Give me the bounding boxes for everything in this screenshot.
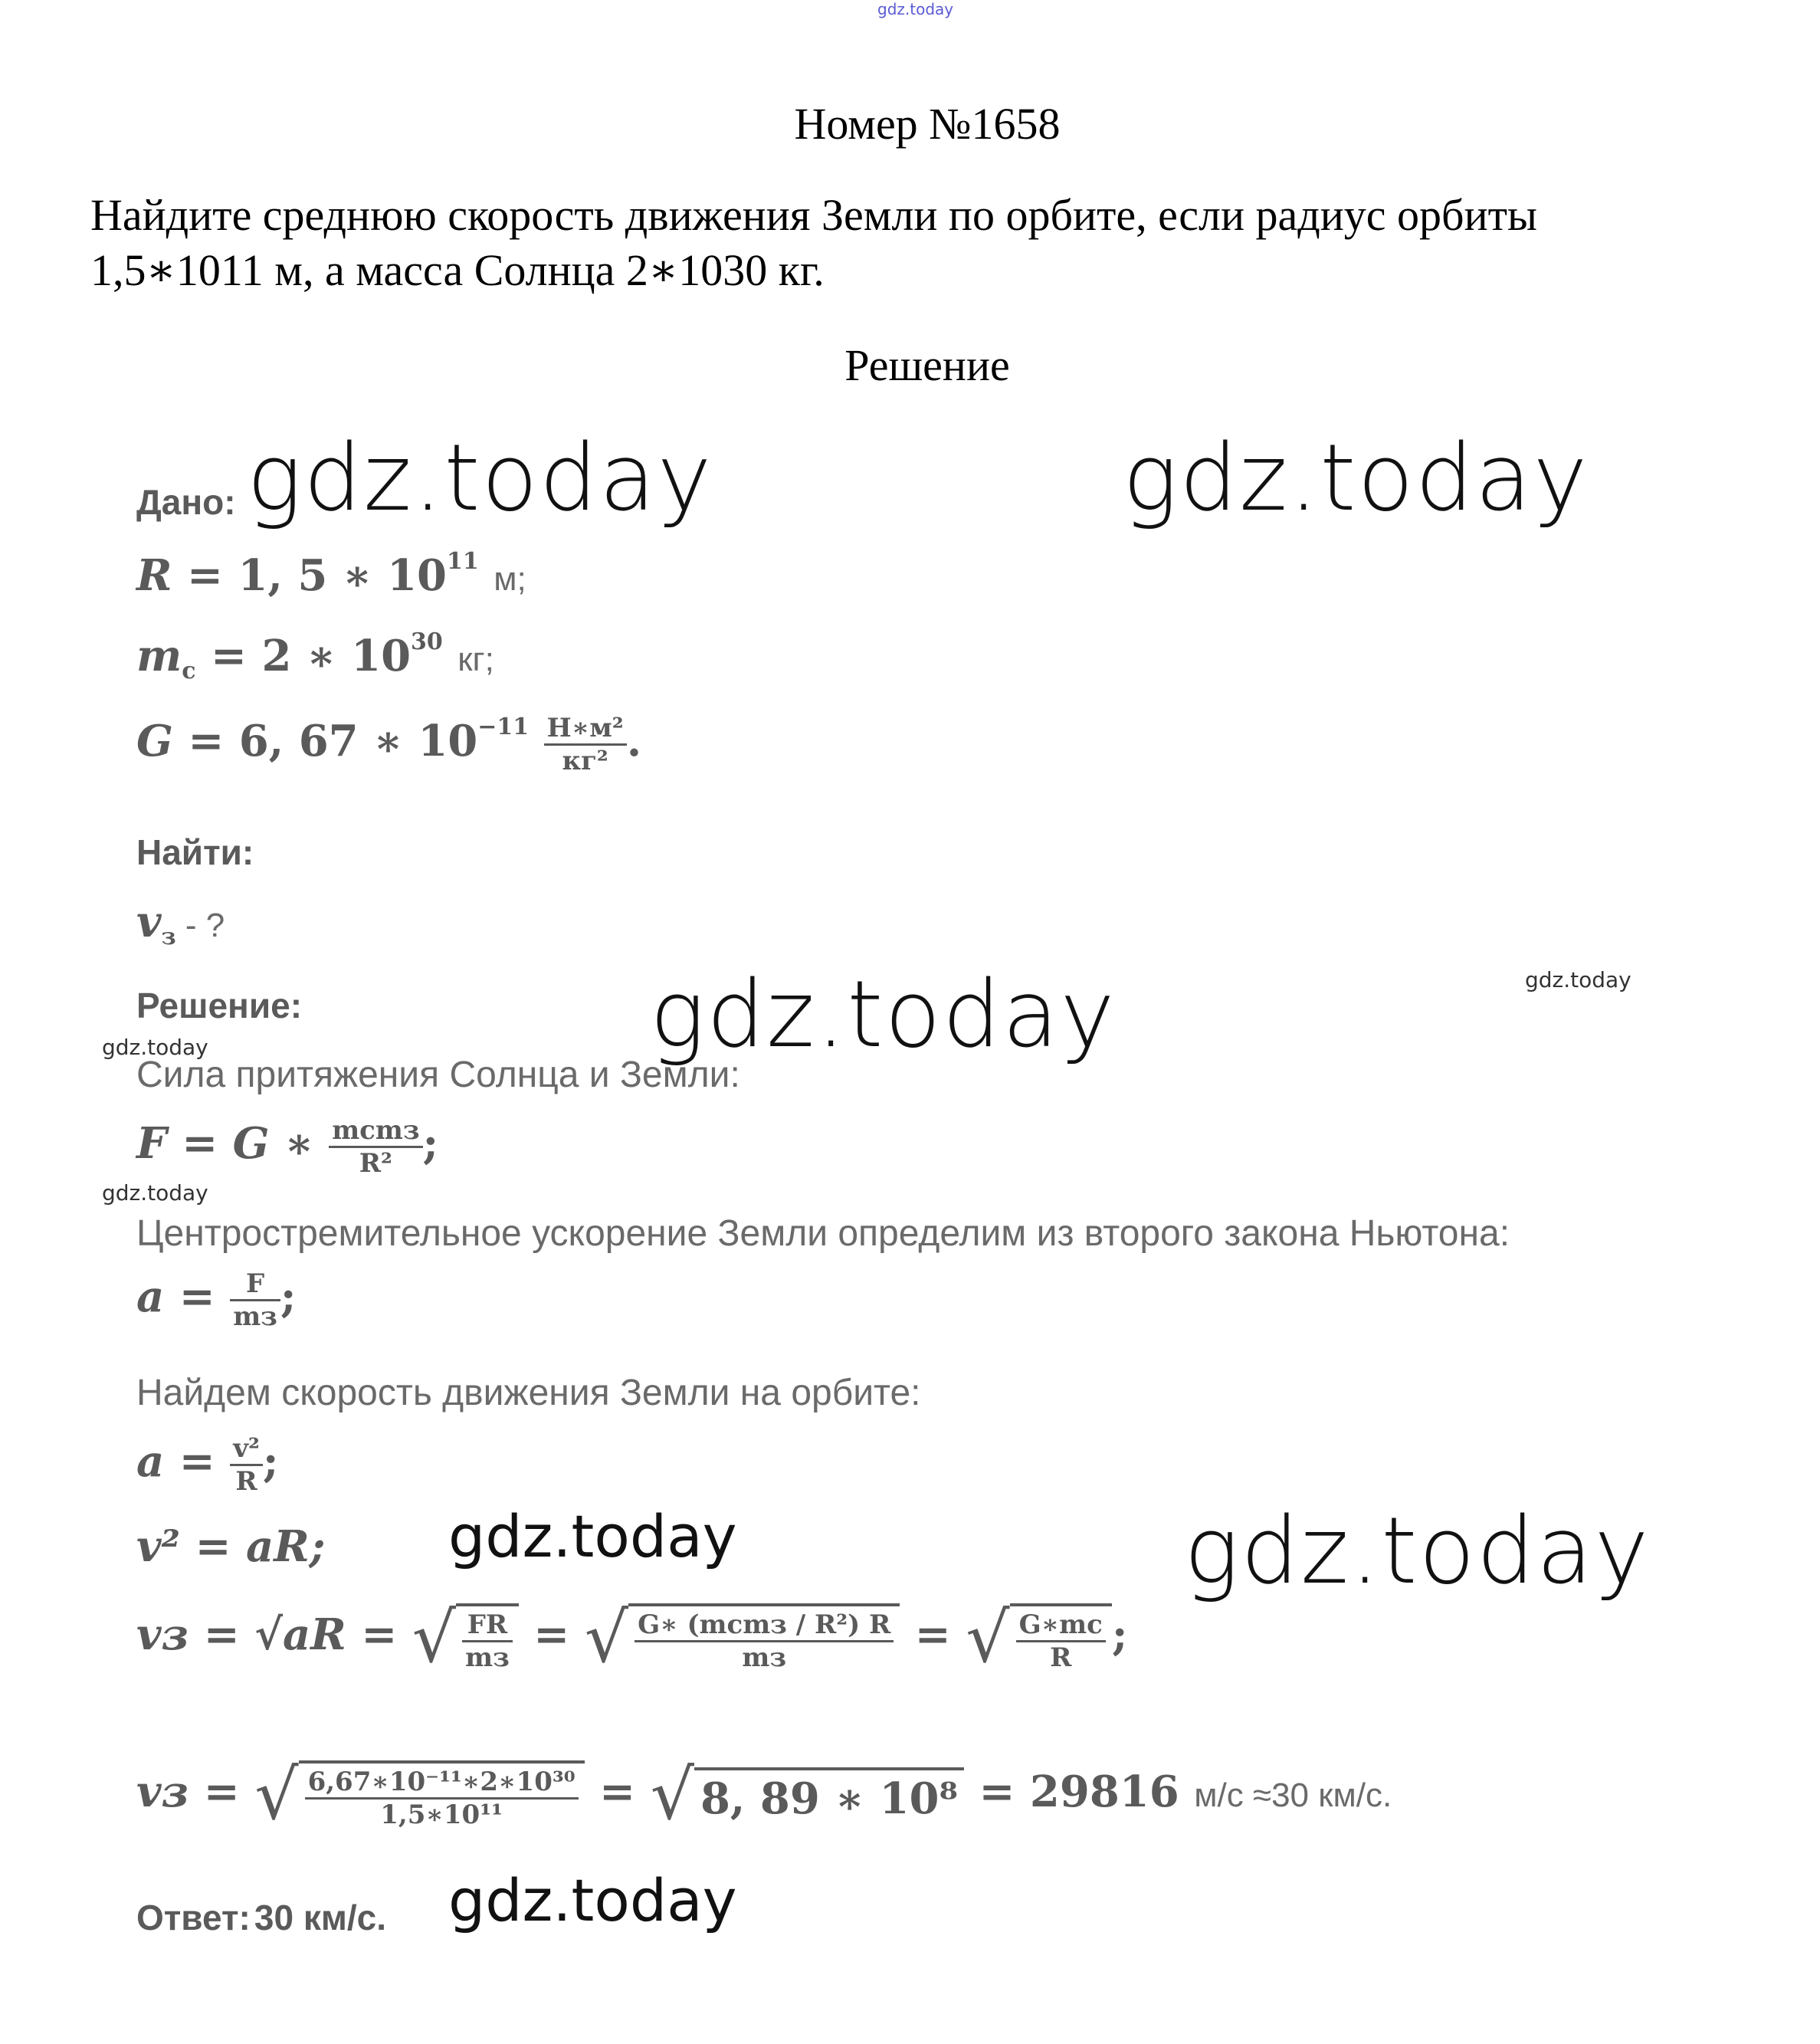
watermark: gdz.today [448, 1502, 737, 1570]
v-squared-formula: v² = aR; [136, 1521, 326, 1572]
accel-formula: a = $\frac{F}{mз}$ ; [136, 1268, 297, 1332]
watermark: gdz.today [1123, 425, 1589, 532]
centripetal-formula: a = $\frac{\text{v²}}{R}$ ; [136, 1433, 279, 1497]
given-label: Дано: [136, 482, 236, 522]
solution-heading: Решение [844, 340, 1010, 390]
watermark: gdz.today [650, 962, 1117, 1068]
force-text: Сила притяжения Солнца и Земли: [136, 1055, 740, 1095]
answer-line: Ответ: 30 км/с. [136, 1898, 387, 1937]
accel-text: Центростремительное ускорение Земли определим из второго закона Ньютона: [136, 1213, 1510, 1254]
velocity-calculation: vз = √ $\frac{\text{6,67∗10⁻¹¹∗2∗10³⁰}}{\text{1,5∗10¹¹}}$ = √ 8, 89 ∗ 10⁸ = 29816 м/с ≈30 км/с. [136, 1755, 1392, 1836]
watermark: gdz.today [1184, 1498, 1651, 1605]
top-watermark: gdz.today [877, 0, 954, 18]
problem-statement: Найдите среднюю скорость движения Земли по орбите, если радиус орбиты 1,5∗1011 м, а масса Солнца 2∗1030 кг. [90, 190, 1537, 295]
velocity-derivation: vз = √aR = √ $\frac{FR}{mз}$ = √ $\frac{\text{G∗ (mсmз / R²) R}}{mз}$ = √ $\frac{G∗mс}{R}$ ; [136, 1598, 1128, 1678]
watermark: gdz.today [102, 1180, 208, 1206]
given-R: R = 1, 5 ∗ $10^{11}$ м; [136, 548, 526, 601]
watermark: gdz.today [247, 425, 713, 532]
speed-text: Найдем скорость движения Земли на орбите: [136, 1373, 921, 1413]
watermark: gdz.today [1525, 967, 1631, 992]
force-formula: F = G ∗ $\frac{\text{mсmз}}{\text{R²}}$ ; [136, 1115, 439, 1179]
solve-label: Решение: [136, 986, 303, 1025]
page-title: Номер №1658 [794, 99, 1061, 149]
given-mc: $m_с = 2$ ∗ $10^{30}$ кг; [136, 628, 494, 684]
find-label: Найти: [136, 832, 254, 872]
given-G: G = 6, 67 ∗ $10^{-11}$ $\frac{\text{Н∗м²}}{\text{кг²}}$ . [136, 713, 642, 776]
watermark: gdz.today [102, 1035, 208, 1060]
watermark: gdz.today [448, 1866, 737, 1934]
find-var: $v_з$ - ? [136, 897, 225, 950]
